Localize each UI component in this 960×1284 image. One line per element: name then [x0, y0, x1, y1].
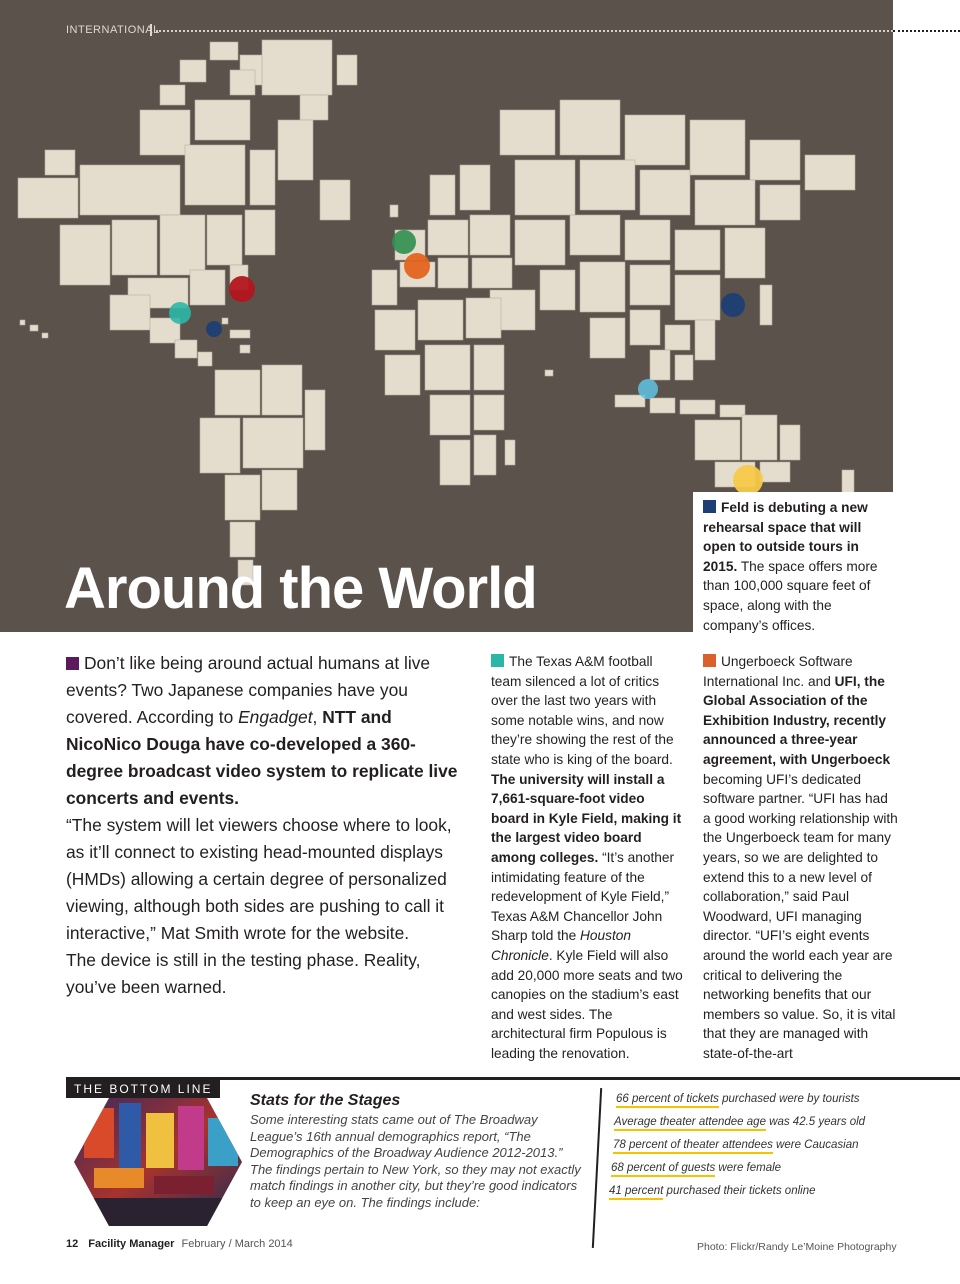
map-marker-navy-us: [206, 321, 222, 337]
japan-bold: NTT and NicoNico Douga have co-developed a 360-degree broadcast video system to replicate live concerts and events.: [66, 707, 458, 808]
section-dotted-rule-extension: [893, 30, 960, 32]
feld-item: [703, 498, 893, 635]
stat-text: purchased were by tourists: [718, 1093, 860, 1105]
photo-credit: Photo: Flickr/Randy Le’Moine Photography: [697, 1241, 897, 1253]
stat-item: [609, 1185, 816, 1197]
orange-square-icon: [703, 654, 716, 667]
map-marker-lightblue: [638, 379, 658, 399]
japan-closing: The device is still in the testing phase. Reality, you’ve been warned.: [66, 950, 421, 997]
stat-item: [616, 1093, 860, 1105]
feld-text: The space offers more than 100,000 square feet of space, along with the company’s offices.: [703, 558, 878, 633]
stat-text: were female: [715, 1162, 782, 1174]
stats-body: Some interesting stats came out of The Broadway League’s 16th annual demographics report, “The Demographics of the Broadway Audience 2012-2013.” The findings pertain to New York, so they may not exactly match findings in another city, but they’re good indicators to keep an eye on. The findings include:: [250, 1112, 581, 1210]
feld-bold: Feld is debuting a new rehearsal space that will open to outside tours in 2015.: [703, 500, 868, 574]
map-marker-teal: [169, 302, 191, 324]
texas-source: Houston Chronicle: [491, 928, 632, 963]
stat-item: [613, 1139, 859, 1151]
japan-lead: Don’t like being around actual humans at live events? Two Japanese companies have you covered. According to: [66, 653, 431, 727]
page-footer: [66, 1238, 293, 1250]
stat-highlight: 41 percent: [609, 1185, 663, 1200]
stats-divider: [592, 1088, 602, 1248]
stat-item: [611, 1162, 781, 1174]
stat-highlight: 66 percent of tickets: [616, 1093, 719, 1108]
section-label: INTERNATIONAL: [66, 24, 160, 36]
map-marker-red: [229, 276, 255, 302]
texas-lead: The Texas A&M football team silenced a lot of critics over the last two years with some notable wins, and now they’re showing the rest of the state who is king of the board.: [491, 654, 674, 767]
texas-article: [491, 652, 686, 1063]
bottom-line-tag: THE BOTTOM LINE: [66, 1080, 220, 1098]
page-title: Around the World: [64, 556, 537, 621]
japan-quote: “The system will let viewers choose where to look, as it’ll connect to existing head-mounted displays (HMDs) allowing a certain degree of personalized viewing, although both sides are pushing to call it interactive,” Mat Smith wrote for the website.: [66, 815, 452, 943]
stat-text: were Caucasian: [772, 1139, 859, 1151]
purple-square-icon: [66, 657, 79, 670]
magazine-name: Facility Manager: [88, 1238, 175, 1250]
ungerboeck-bold: UFI, the Global Association of the Exhibition Industry, recently announced a three-year agreement, with Ungerboeck: [703, 673, 891, 767]
map-marker-orange: [404, 253, 430, 279]
stat-text: was 42.5 years old: [765, 1116, 866, 1128]
map-marker-navy-asia: [721, 293, 745, 317]
texas-quote: “It’s another intimidating feature of the redevelopment of Kyle Field,” Texas A&M Chancellor John Sharp told the: [491, 849, 675, 944]
japan-source: Engadget: [238, 707, 313, 727]
stats-title: Stats for the Stages: [250, 1092, 401, 1109]
ungerboeck-rest: becoming UFI’s dedicated software partner. “UFI has had a good working relationship with the Ungerboeck team for many years, so we are delighted to extend this to a new level of collaboration,” said Paul Woodward, UFI managing director. “UFI’s eight events around the world each year are critical to delivering the networking benefits that our members so value. So, it is vital that they are managed with state-of-the-art: [703, 771, 898, 1061]
map-marker-yellow: [733, 465, 763, 495]
texas-bold: The university will install a 7,661-square-foot video board in Kyle Field, making it the largest video board among colleges.: [491, 771, 682, 865]
page-number: 12: [66, 1238, 79, 1250]
ungerboeck-lead: Ungerboeck Software International Inc. and: [703, 654, 853, 689]
issue-date: February / March 2014: [181, 1238, 293, 1250]
japan-article: [66, 650, 470, 1001]
stat-item: [614, 1116, 865, 1128]
stat-highlight: Average theater attendee age: [614, 1116, 766, 1131]
stat-highlight: 78 percent of theater attendees: [613, 1139, 773, 1154]
texas-rest: . Kyle Field will also add 20,000 more seats and two canopies on the stadium’s east and west sides. The architectural firm Populous is leading the renovation.: [491, 947, 683, 1061]
map-marker-green: [392, 230, 416, 254]
japan-comma: ,: [312, 707, 323, 727]
teal-square-icon: [491, 654, 504, 667]
stat-highlight: 68 percent of guests: [611, 1162, 715, 1177]
broadway-photo: [74, 1098, 242, 1226]
section-dotted-rule: [156, 30, 893, 32]
stat-text: purchased their tickets online: [663, 1185, 816, 1197]
hero-right-strip: [893, 0, 960, 40]
ungerboeck-article: [703, 652, 898, 1063]
navy-square-icon: [703, 500, 716, 513]
